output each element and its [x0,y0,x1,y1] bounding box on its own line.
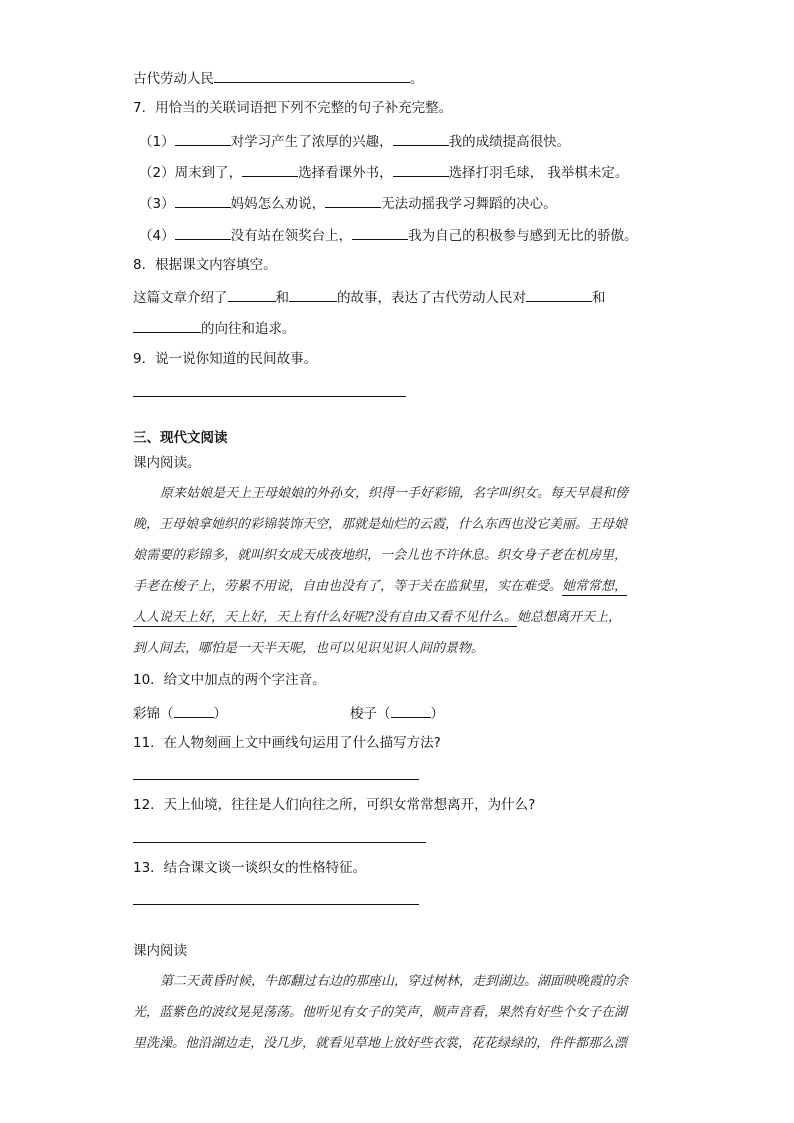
q12-answer-line[interactable] [133,842,426,843]
q6-blank[interactable] [214,68,410,83]
q7-4-text-a: 没有站在领奖台上， [230,228,353,244]
q7-2-text-b: 选择打羽毛球， 我举棋未定。 [448,165,629,181]
item-number: （3） [139,196,175,212]
reading-label-2: 课内阅读 [133,943,187,959]
q10-title: 10．给文中加点的两个字注音。 [133,672,326,688]
passage-line: 光，蓝紫色的波纹晃晃荡荡。他听见有女子的笑声，顺声音看，果然有好些个女子在湖 [133,1005,628,1020]
q11-title: 11．在人物刻画上文中画线句运用了什么描写方法? [133,735,441,751]
q7-3-text-b: 无法动摇我学习舞蹈的决心。 [381,196,557,212]
passage-line: 娘需要的彩锦多，就叫织女成天成夜地织，一会儿也不许休息。织女身子老在机房里， [133,548,628,563]
underlined-sentence-a: 她常常想， [562,579,628,594]
q8-blank-2[interactable] [289,287,337,302]
passage-2 [133,966,673,1059]
q10-word-1: 彩锦（ [133,706,174,722]
q8-line-2 [133,318,296,338]
q7-3-text-a: 妈妈怎么劝说， [230,196,326,212]
q8-title: 8．根据课文内容填空。 [133,257,277,273]
q6-suffix: 。 [410,71,424,87]
q11-answer-line[interactable] [133,779,419,780]
q13-answer-line[interactable] [133,904,419,905]
q10-blank-1[interactable] [174,703,214,718]
q7-1-text-a: 对学习产生了浓厚的兴趣， [230,134,393,150]
passage-text: 她总想离开天上， [516,610,621,625]
q8-line-1 [133,287,606,307]
item-number: （1） [139,134,175,150]
reading-label-1: 课内阅读。 [133,455,201,471]
q7-title: 7．用恰当的关联词语把下列不完整的句子补充完整。 [133,100,453,116]
q8-text-c: 的故事，表达了古代劳动人民对 [337,290,526,306]
q12-title: 12．天上仙境，往往是人们向往之所，可织女常常想离开，为什么? [133,797,536,813]
q7-2-text-0: 周末到了， [174,165,243,181]
passage-line: 到人间去，哪怕是一天半天呢，也可以见识见识人间的景物。 [133,641,485,656]
q9-title: 9．说一说你知道的民间故事。 [133,351,318,367]
q10-answers-2 [350,703,444,723]
q13-title: 13．结合课文谈一谈织女的性格特征。 [133,860,367,876]
q7-4-blank-b[interactable] [352,225,408,240]
q7-item-4 [139,225,638,245]
q7-1-blank-a[interactable] [175,131,231,146]
passage-line: 第二天黄昏时候，牛郎翻过右边的那座山，穿过树林，走到湖边。湖面映晚霞的余 [160,974,629,989]
underlined-sentence-b: 人人说天上好，天上好，天上有什么好呢?没有自由又看不见什么。 [133,610,517,625]
q8-text-d: 和 [592,290,606,306]
q10-answers [133,703,227,723]
q10-blank-2[interactable] [391,703,431,718]
item-number: （4） [139,228,175,244]
q10-word-2: 梭子（ [350,706,391,722]
q8-text-b: 和 [275,290,289,306]
q9-answer-line[interactable] [133,396,406,397]
q8-blank-1[interactable] [228,287,276,302]
q8-blank-3[interactable] [526,287,592,302]
q7-1-blank-b[interactable] [393,131,449,146]
passage-text: 手老在梭子上，劳累不用说，自由也没有了，等于关在监狱里，实在难受。 [133,579,563,594]
passage-line: 里洗澡。他沿湖边走，没几步，就看见草地上放好些衣裳，花花绿绿的，件件都那么漂 [133,1036,628,1051]
q10-paren-2: ） [430,706,444,722]
q8-text-a: 这篇文章介绍了 [133,290,228,306]
q8-text-e: 的向往和追求。 [201,321,296,337]
q7-4-blank-a[interactable] [175,225,231,240]
q7-item-1 [139,131,570,151]
section-title: 三、现代文阅读 [133,430,228,446]
passage-1 [133,478,673,664]
q7-item-3 [139,193,557,213]
q6-prefix: 古代劳动人民 [133,71,214,87]
q7-item-2 [139,162,628,182]
q7-1-text-b: 我的成绩提高很快。 [448,134,571,150]
q7-2-blank-a[interactable] [242,162,298,177]
q6-answer-line [133,68,424,88]
item-number: （2） [139,165,175,181]
passage-line: 晚，王母娘拿她织的彩锦装饰天空，那就是灿烂的云霞，什么东西也没它美丽。王母娘 [133,517,628,532]
q8-blank-4[interactable] [133,318,201,333]
q7-3-blank-b[interactable] [325,193,381,208]
passage-line-with-underline [133,571,673,602]
q7-4-text-b: 我为自己的积极参与感到无比的骄傲。 [408,228,638,244]
q7-2-text-a: 选择看课外书， [298,165,393,181]
q7-2-blank-b[interactable] [393,162,449,177]
q7-3-blank-a[interactable] [175,193,231,208]
passage-line-with-underline [133,602,673,633]
passage-line: 原来姑娘是天上王母娘娘的外孙女，织得一手好彩锦，名字叫织女。每天早晨和傍 [160,486,629,501]
q10-paren-1: ） [213,706,227,722]
